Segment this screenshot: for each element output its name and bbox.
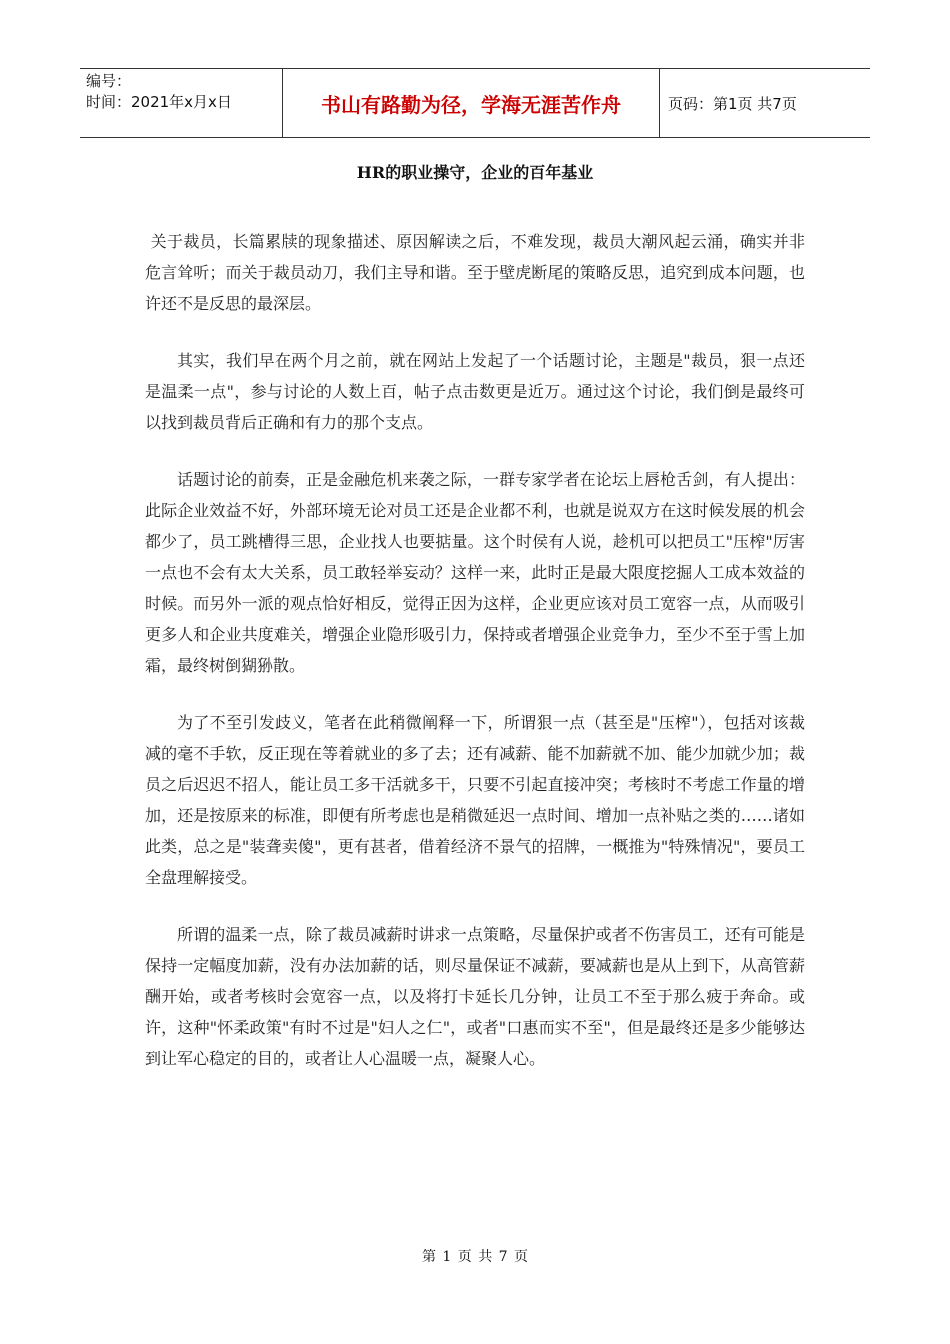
document-title: HR的职业操守，企业的百年基业	[356, 163, 594, 182]
number-label: 编号：	[86, 72, 132, 90]
document-body	[145, 226, 805, 1100]
header-page-code: 页码：第1页 共7页	[668, 94, 797, 113]
time-label: 时间：2021年x月x日	[86, 93, 232, 111]
paragraph: 所谓的温柔一点，除了裁员减薪时讲求一点策略，尽量保护或者不伤害员工，还有可能是保持一定幅度加薪，没有办法加薪的话，则尽量保证不减薪，要减薪也是从上到下，从高管薪酬开始，或者考核时会宽容一点，以及将打卡延长几分钟，让员工不至于那么疲于奔命。或许，这种"怀柔政策"有时不过是"妇人之仁"，或者"口惠而实不至"，但是最终还是多少能够达到让军心稳定的目的，或者让人心温暖一点，凝聚人心。	[145, 925, 805, 1068]
header-motto: 书山有路勤为径，学海无涯苦作舟	[282, 69, 660, 137]
header-meta	[80, 69, 282, 137]
paragraph: 话题讨论的前奏，正是金融危机来袭之际，一群专家学者在论坛上唇枪舌剑，有人提出：此际企业效益不好，外部环境无论对员工还是企业都不利，也就是说双方在这时候发展的机会都少了，员工跳槽得三思，企业找人也要掂量。这个时侯有人说，趁机可以把员工"压榨"厉害一点也不会有太大关系，员工敢轻举妄动？这样一来，此时正是最大限度挖掘人工成本效益的时候。而另外一派的观点恰好相反，觉得正因为这样，企业更应该对员工宽容一点，从而吸引更多人和企业共度难关，增强企业隐形吸引力，保持或者增强企业竞争力，至少不至于雪上加霜，最终树倒猢狲散。	[145, 470, 805, 675]
page-footer: 第 1 页 共 7 页	[421, 1249, 529, 1265]
paragraph: 为了不至引发歧义，笔者在此稍微阐释一下，所谓狠一点（甚至是"压榨"），包括对该裁减的毫不手软，反正现在等着就业的多了去；还有减薪、能不加薪就不加、能少加就少加；裁员之后迟迟不招人，能让员工多干活就多干，只要不引起直接冲突；考核时不考虑工作量的增加，还是按原来的标准，即便有所考虑也是稍微延迟一点时间、增加一点补贴之类的……诸如此类，总之是"装聋卖傻"，更有甚者，借着经济不景气的招牌，一概推为"特殊情况"，要员工全盘理解接受。	[145, 713, 805, 887]
paragraph: 其实，我们早在两个月之前，就在网站上发起了一个话题讨论，主题是"裁员，狠一点还是温柔一点"，参与讨论的人数上百，帖子点击数更是近万。通过这个讨论，我们倒是最终可以找到裁员背后正确和有力的那个支点。	[145, 351, 805, 432]
document-header	[80, 68, 870, 138]
paragraph: 关于裁员，长篇累牍的现象描述、原因解读之后，不难发现，裁员大潮风起云涌，确实并非危言耸听；而关于裁员动刀，我们主导和谐。至于壁虎断尾的策略反思，追究到成本问题，也许还不是反思的最深层。	[145, 232, 805, 313]
